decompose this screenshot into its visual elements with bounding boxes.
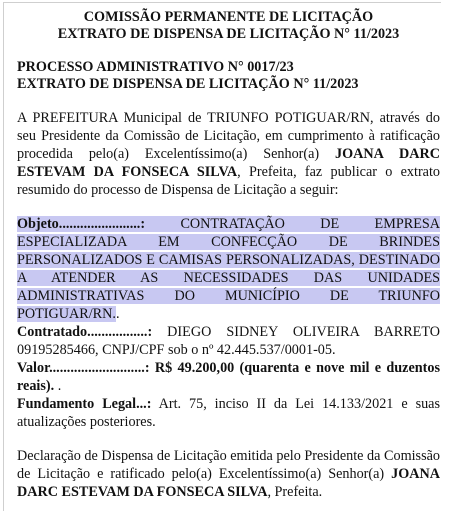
process-heading [17,59,440,93]
process-line-2: EXTRATO DE DISPENSA DE LICITAÇÃO N° 11/2023 [17,76,359,92]
fundamento-text: Art. 75, inciso II da Lei 14.133/2021 e suas atualizações posteriores. [17,396,440,430]
contratado-text: DIEGO SIDNEY OLIVEIRA BARRETO 09195285466, CNPJ/CPF sob o nº 42.445.537/0001-05. [17,324,440,358]
valor-label: Valor...........................: [17,360,150,376]
valor-section [17,359,440,395]
process-line-1: PROCESSO ADMINISTRATIVO N° 0017/23 [17,59,294,75]
declaracao-paragraph [17,447,440,501]
contratado-label: Contratado.................: [17,324,153,340]
objeto-section [17,215,440,323]
valor-text: R$ 49.200,00 (quarenta e nove mil e duzentos reais). [17,360,440,394]
intro-text-2: , Prefeita, faz publicar o extrato resumido do processo de Dispensa de Licitação a seguir: [17,164,441,198]
declaracao-text-1: Declaração de Dispensa de Licitação emitida pelo Presidente da Comissão de Licitação e ratificado pelo(a) Excelentíssimo(a) Senhor(a) [17,448,440,482]
fundamento-section [17,395,440,431]
declaracao-text-2: , Prefeita. [267,484,323,500]
objeto-label: Objeto.......................: [17,216,146,232]
contratado-section [17,323,440,359]
header-title [17,9,440,43]
objeto-text: CONTRATAÇÃO DE EMPRESA ESPECIALIZADA EM CONFECÇÃO DE BRINDES PERSONALIZADOS E CAMISAS PERSONALIZADAS, DESTINADO A ATENDER AS NECESSIDADES DAS UNIDADES ADMINISTRATIVAS DO MUNICÍPIO DE TRIUNFO POTIGUAR/RN. [17,216,440,322]
intro-text-1: A PREFEITURA Municipal de TRIUNFO POTIGUAR/RN, através do seu Presidente da Comissão de Licitação, em cumprimento à ratificação procedida pelo(a) Excelentíssimo(a) Senhor(a) [17,110,440,162]
header-line-2: EXTRATO DE DISPENSA DE LICITAÇÃO N° 11/2023 [57,26,400,42]
declaracao-mayor-name: JOANA DARC ESTEVAM DA FONSECA SILVA [17,466,440,500]
intro-paragraph [17,109,440,199]
intro-mayor-name: JOANA DARC ESTEVAM DA FONSECA SILVA [17,146,440,180]
document-page [17,9,440,501]
objeto-tail: . [115,306,120,322]
valor-tail: . [54,378,62,394]
fundamento-label: Fundamento Legal...: [17,396,152,412]
header-line-1: COMISSÃO PERMANENTE DE LICITAÇÃO [83,9,374,25]
